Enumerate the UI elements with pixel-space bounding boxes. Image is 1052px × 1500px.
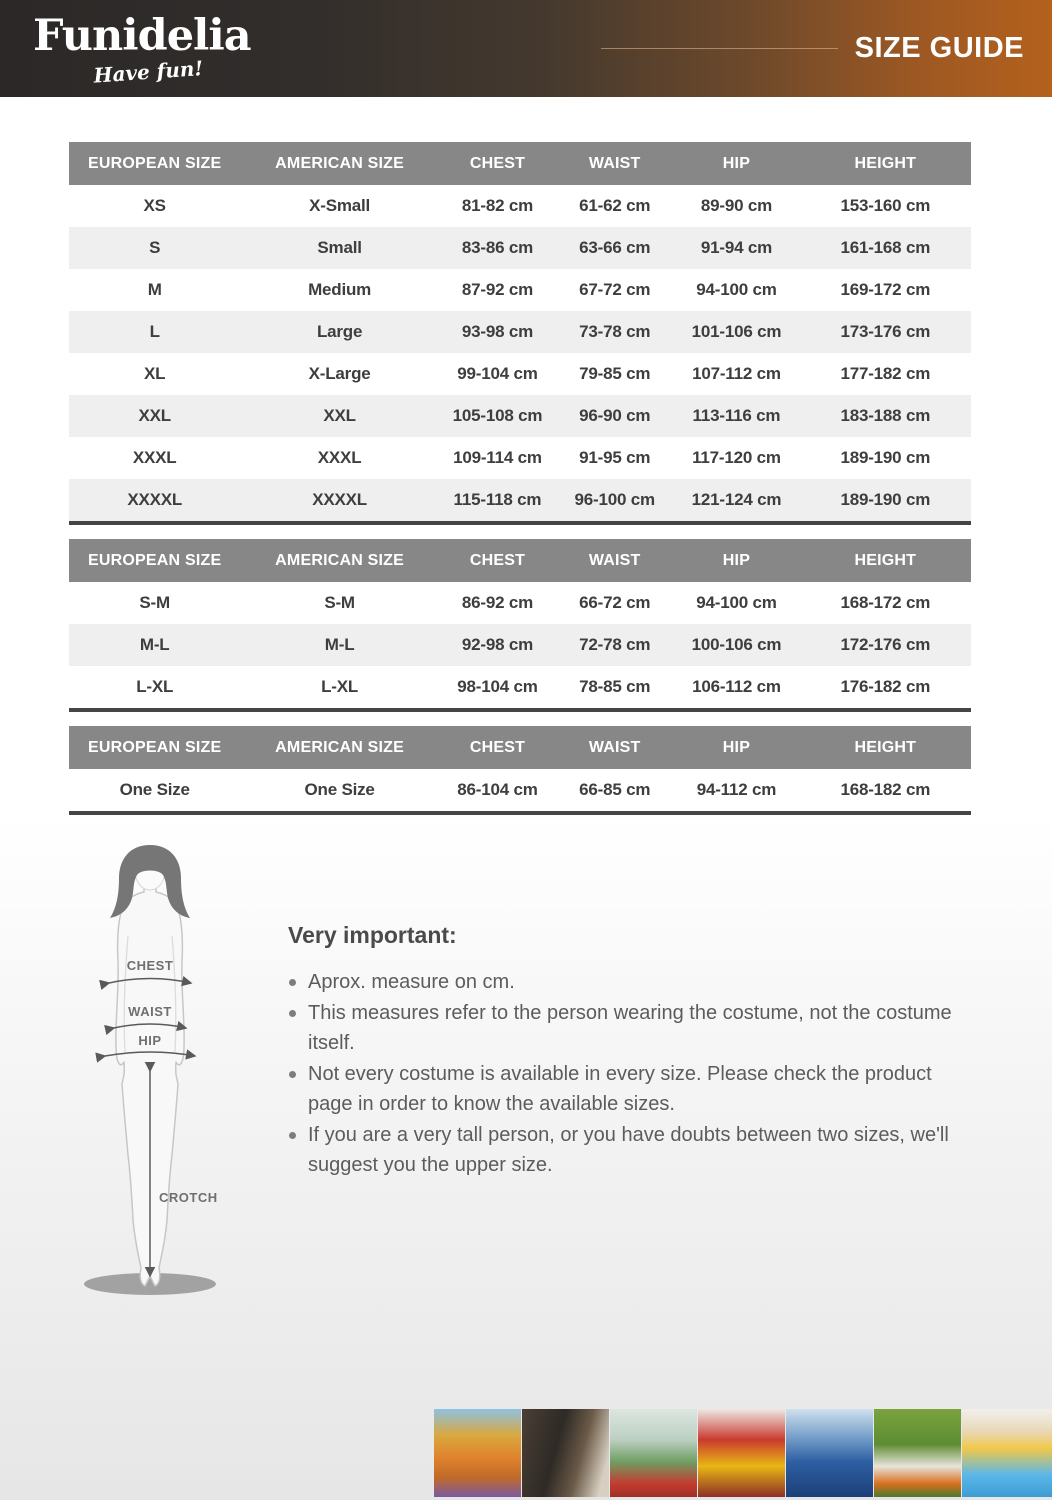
table-row xyxy=(69,437,971,479)
size-cell: 81-82 cm xyxy=(461,196,534,215)
size-cell: XS xyxy=(143,196,166,215)
size-cell: 106-112 cm xyxy=(692,677,781,696)
column-header: EUROPEAN SIZE xyxy=(69,142,240,185)
size-cell: 100-106 cm xyxy=(691,635,782,654)
table-row xyxy=(69,269,971,311)
size-cell: XXXL xyxy=(132,448,177,467)
important-notes xyxy=(288,922,964,1181)
size-cell: 73-78 cm xyxy=(579,322,651,341)
header-bar xyxy=(0,0,1052,97)
table-row xyxy=(69,582,971,624)
size-cell: L xyxy=(149,322,160,341)
size-cell: 168-172 cm xyxy=(840,593,931,612)
table-row xyxy=(69,311,971,353)
size-cell: 177-182 cm xyxy=(840,364,931,383)
size-cell: 168-182 cm xyxy=(840,780,931,799)
size-cell: 113-116 cm xyxy=(692,406,781,425)
table-row xyxy=(69,227,971,269)
column-header: HEIGHT xyxy=(800,142,971,185)
size-table-one-size xyxy=(69,726,971,815)
size-cell: M xyxy=(147,280,162,299)
column-header: HEIGHT xyxy=(800,539,971,582)
size-cell: 92-98 cm xyxy=(461,635,534,654)
brand-tagline: Have fun! xyxy=(92,56,204,88)
size-cell: L-XL xyxy=(136,677,174,696)
footer-photo-strip xyxy=(434,1409,1052,1497)
size-cell: 96-100 cm xyxy=(574,490,655,509)
column-header: WAIST xyxy=(556,726,673,769)
size-cell: Small xyxy=(317,238,362,257)
column-header: AMERICAN SIZE xyxy=(240,142,438,185)
size-cell: 121-124 cm xyxy=(691,490,782,509)
size-cell: 96-90 cm xyxy=(579,406,651,425)
table-row xyxy=(69,353,971,395)
column-header: EUROPEAN SIZE xyxy=(69,539,240,582)
column-header: HIP xyxy=(673,142,799,185)
footer-photo-blanka-costume xyxy=(874,1409,961,1497)
size-cell: XXL xyxy=(138,406,171,425)
table-header-row xyxy=(69,726,971,769)
size-cell: 94-100 cm xyxy=(696,280,777,299)
size-cell: 115-118 cm xyxy=(453,490,542,509)
waist-label: WAIST xyxy=(128,1004,172,1019)
size-cell: 176-182 cm xyxy=(840,677,931,696)
footer-photo-pj-masks-costume xyxy=(786,1409,873,1497)
size-cell: 107-112 cm xyxy=(692,364,781,383)
size-cell: X-Large xyxy=(308,364,371,383)
size-cell: 172-176 cm xyxy=(840,635,931,654)
size-cell: 86-104 cm xyxy=(457,780,538,799)
notes-heading: Very important: xyxy=(288,922,457,948)
size-cell: 99-104 cm xyxy=(457,364,538,383)
size-cell: 86-92 cm xyxy=(461,593,534,612)
size-cell: 173-176 cm xyxy=(840,322,931,341)
size-cell: 117-120 cm xyxy=(692,448,781,467)
size-cell: 89-90 cm xyxy=(700,196,773,215)
brand-logo xyxy=(33,11,251,88)
size-cell: XXL xyxy=(323,406,356,425)
column-header: CHEST xyxy=(439,726,556,769)
brand-name: Funidelia xyxy=(33,11,251,61)
size-cell: S-M xyxy=(139,593,170,612)
size-cell: 87-92 cm xyxy=(461,280,534,299)
size-cell: 79-85 cm xyxy=(579,364,651,383)
table-row xyxy=(69,624,971,666)
footer-photo-dragon-ball-costume xyxy=(434,1409,521,1497)
size-cell: M-L xyxy=(139,635,170,654)
size-cell: 161-168 cm xyxy=(840,238,931,257)
size-cell: X-Small xyxy=(309,196,371,215)
column-header: AMERICAN SIZE xyxy=(240,539,438,582)
column-header: WAIST xyxy=(556,142,673,185)
size-cell: 66-72 cm xyxy=(579,593,651,612)
table-row xyxy=(69,769,971,813)
size-cell: 189-190 cm xyxy=(840,448,931,467)
title-divider-line xyxy=(601,48,838,49)
size-cell: S xyxy=(149,238,161,257)
size-cell: 183-188 cm xyxy=(840,406,931,425)
table-header-row xyxy=(69,539,971,582)
size-tables xyxy=(69,142,971,829)
size-cell: 94-112 cm xyxy=(696,780,777,799)
size-cell: One Size xyxy=(119,780,190,799)
size-cell: 169-172 cm xyxy=(840,280,931,299)
note-item: Not every costume is available in every size. Please check the product page in order to know the available sizes. xyxy=(288,1059,964,1119)
table-row xyxy=(69,185,971,227)
size-cell: 98-104 cm xyxy=(457,677,538,696)
footer-photo-power-rangers-costumes xyxy=(610,1409,697,1497)
title-row xyxy=(601,0,1024,97)
size-cell: One Size xyxy=(304,780,375,799)
size-cell: XXXXL xyxy=(312,490,367,509)
size-cell: 189-190 cm xyxy=(840,490,931,509)
size-cell: XL xyxy=(144,364,166,383)
footer-photo-smurfs-costumes xyxy=(962,1409,1052,1497)
table-header-row xyxy=(69,142,971,185)
note-item: This measures refer to the person wearing the costume, not the costume itself. xyxy=(288,998,964,1058)
body-measurement-figure xyxy=(75,840,225,1300)
size-cell: L-XL xyxy=(321,677,359,696)
size-cell: Large xyxy=(316,322,363,341)
crotch-label: CROTCH xyxy=(159,1190,218,1205)
size-cell: S-M xyxy=(324,593,355,612)
table-row xyxy=(69,479,971,523)
size-cell: 94-100 cm xyxy=(696,593,777,612)
size-cell: 72-78 cm xyxy=(579,635,651,654)
table-row xyxy=(69,666,971,710)
column-header: AMERICAN SIZE xyxy=(240,726,438,769)
size-cell: 66-85 cm xyxy=(579,780,651,799)
size-cell: 63-66 cm xyxy=(579,238,651,257)
column-header: WAIST xyxy=(556,539,673,582)
size-cell: 83-86 cm xyxy=(461,238,534,257)
footer-photo-pacman-costumes xyxy=(698,1409,785,1497)
hip-label: HIP xyxy=(138,1033,162,1048)
size-cell: 91-94 cm xyxy=(700,238,773,257)
size-cell: M-L xyxy=(324,635,355,654)
size-table-adult xyxy=(69,142,971,525)
size-cell: 93-98 cm xyxy=(461,322,534,341)
size-table-combined-sizes xyxy=(69,539,971,712)
bottom-section xyxy=(0,816,1052,1500)
size-cell: 61-62 cm xyxy=(579,196,651,215)
size-cell: 101-106 cm xyxy=(691,322,782,341)
table-row xyxy=(69,395,971,437)
size-cell: Medium xyxy=(308,280,372,299)
footer-photo-star-wars-costumes xyxy=(522,1409,609,1497)
column-header: HIP xyxy=(673,726,799,769)
size-cell: XXXXL xyxy=(127,490,183,509)
column-header: CHEST xyxy=(439,142,556,185)
size-cell: 78-85 cm xyxy=(579,677,651,696)
chest-label: CHEST xyxy=(126,958,174,973)
column-header: HEIGHT xyxy=(800,726,971,769)
column-header: EUROPEAN SIZE xyxy=(69,726,240,769)
note-item: Aprox. measure on cm. xyxy=(288,967,964,997)
size-cell: 67-72 cm xyxy=(579,280,651,299)
size-cell: 91-95 cm xyxy=(579,448,651,467)
note-item: If you are a very tall person, or you have doubts between two sizes, we'll suggest you the upper size. xyxy=(288,1120,964,1180)
size-cell: 153-160 cm xyxy=(840,196,931,215)
size-cell: 105-108 cm xyxy=(452,406,543,425)
size-cell: XXXL xyxy=(317,448,362,467)
page-title: SIZE GUIDE xyxy=(854,32,1024,64)
column-header: CHEST xyxy=(439,539,556,582)
size-cell: 109-114 cm xyxy=(453,448,542,467)
column-header: HIP xyxy=(673,539,799,582)
notes-list xyxy=(288,967,964,1180)
